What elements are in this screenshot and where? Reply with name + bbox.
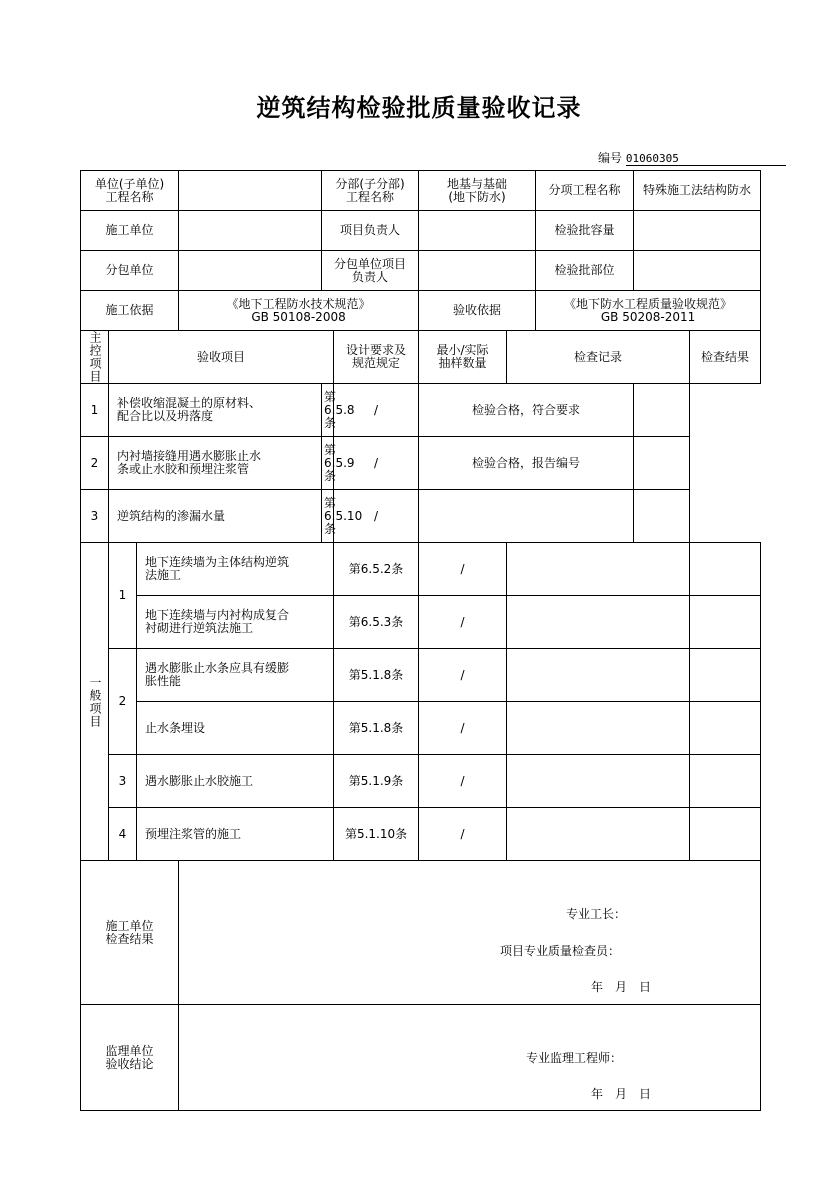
item-sample: / (334, 384, 419, 437)
item-record[interactable] (419, 490, 634, 543)
division-value[interactable]: 地基与基础 (地下防水) (419, 171, 536, 211)
col-item: 验收项目 (109, 331, 334, 384)
item-result[interactable] (634, 490, 690, 543)
subitem-label: 分项工程名称 (536, 171, 634, 211)
item-number: 4 (109, 808, 137, 861)
item-spec: 第5.1.8条 (334, 702, 419, 755)
item-number: 1 (109, 543, 137, 649)
item-number: 2 (109, 649, 137, 755)
subitem-value[interactable]: 特殊施工法结构防水 (634, 171, 761, 211)
location-label: 检验批部位 (536, 251, 634, 291)
item-result[interactable] (690, 649, 761, 702)
item-result[interactable] (690, 755, 761, 808)
supervisor-date: 年 月 日 (591, 1087, 652, 1101)
item-number: 2 (81, 437, 109, 490)
code-label: 编号 (598, 151, 623, 165)
basis-value[interactable]: 《地下工程防水技术规范》 GB 50108-2008 (179, 291, 419, 331)
item-spec: 第6.5.2条 (334, 543, 419, 596)
item-sample: / (419, 596, 507, 649)
accept-label: 验收依据 (419, 291, 536, 331)
table-row (81, 702, 761, 755)
supervisor-check-label: 监理单位 验收结论 (81, 1005, 179, 1111)
table-row (81, 755, 761, 808)
item-record[interactable] (507, 755, 690, 808)
engineer-label: 专业监理工程师： (526, 1051, 623, 1065)
item-sample: / (334, 437, 419, 490)
item-name: 内衬墙接缝用遇水膨胀止水 条或止水胶和预埋注浆管 (109, 437, 322, 490)
sub-pm-value[interactable] (419, 251, 536, 291)
accept-value[interactable]: 《地下防水工程质量验收规范》 GB 50208-2011 (536, 291, 761, 331)
item-spec: 第6.5.9条 (322, 437, 334, 490)
basis-label: 施工依据 (81, 291, 179, 331)
table-row (81, 543, 761, 596)
item-result[interactable] (690, 596, 761, 649)
code-value: 01060305 (626, 152, 786, 166)
item-result[interactable] (634, 384, 690, 437)
item-sample: / (419, 543, 507, 596)
record-table (80, 170, 761, 1111)
page-title: 逆筑结构检验批质量验收记录 (256, 94, 582, 122)
item-number: 1 (81, 384, 109, 437)
table-row (81, 649, 761, 702)
item-spec: 第6.5.8条 (322, 384, 334, 437)
item-result[interactable] (690, 702, 761, 755)
table-row (81, 437, 761, 490)
item-result[interactable] (634, 437, 690, 490)
item-spec: 第5.1.10条 (334, 808, 419, 861)
item-sample: / (334, 490, 419, 543)
item-number: 3 (109, 755, 137, 808)
general-items-label: 一般项目 (81, 543, 109, 861)
item-name: 地下连续墙为主体结构逆筑 法施工 (137, 543, 334, 596)
subcontractor-label: 分包单位 (81, 251, 179, 291)
unit-value[interactable] (179, 171, 322, 211)
item-sample: / (419, 649, 507, 702)
table-row (81, 490, 761, 543)
capacity-value[interactable] (634, 211, 761, 251)
contractor-date: 年 月 日 (591, 980, 652, 994)
subcontractor-value[interactable] (179, 251, 322, 291)
item-record[interactable] (507, 543, 690, 596)
item-record[interactable]: 检验合格，符合要求 (419, 384, 634, 437)
item-name: 预埋注浆管的施工 (137, 808, 334, 861)
item-result[interactable] (690, 543, 761, 596)
pm-value[interactable] (419, 211, 536, 251)
capacity-label: 检验批容量 (536, 211, 634, 251)
pm-label: 项目负责人 (322, 211, 419, 251)
item-record[interactable] (507, 808, 690, 861)
table-row (81, 808, 761, 861)
col-record: 检查记录 (507, 331, 690, 384)
item-spec: 第5.1.9条 (334, 755, 419, 808)
item-name: 补偿收缩混凝土的原材料、 配合比以及坍落度 (109, 384, 322, 437)
item-result[interactable] (690, 808, 761, 861)
main-items-label: 主控项目 (81, 331, 109, 384)
sub-pm-label: 分包单位项目 负责人 (322, 251, 419, 291)
record-code (598, 149, 786, 166)
item-number: 3 (81, 490, 109, 543)
item-name: 遇水膨胀止水胶施工 (137, 755, 334, 808)
item-name: 止水条埋设 (137, 702, 334, 755)
col-spec: 设计要求及 规范规定 (334, 331, 419, 384)
item-record[interactable]: 检验合格，报告编号 (419, 437, 634, 490)
item-sample: / (419, 702, 507, 755)
item-spec: 第6.5.10条 (322, 490, 334, 543)
contractor-label: 施工单位 (81, 211, 179, 251)
item-name: 逆筑结构的渗漏水量 (109, 490, 322, 543)
item-record[interactable] (507, 649, 690, 702)
unit-label: 单位(子单位) 工程名称 (81, 171, 179, 211)
col-result: 检查结果 (690, 331, 761, 384)
contractor-value[interactable] (179, 211, 322, 251)
division-label: 分部(子分部) 工程名称 (322, 171, 419, 211)
foreman-label: 专业工长： (566, 907, 627, 921)
item-sample: / (419, 808, 507, 861)
item-record[interactable] (507, 596, 690, 649)
location-value[interactable] (634, 251, 761, 291)
supervisor-check-area[interactable] (179, 1005, 761, 1111)
item-spec: 第6.5.3条 (334, 596, 419, 649)
contractor-check-label: 施工单位 检查结果 (81, 861, 179, 1005)
item-record[interactable] (507, 702, 690, 755)
contractor-check-area[interactable] (179, 861, 761, 1005)
table-row (81, 596, 761, 649)
inspector-label: 项目专业质量检查员： (500, 944, 621, 958)
table-row (81, 384, 761, 437)
col-sample: 最小/实际 抽样数量 (419, 331, 507, 384)
item-spec: 第5.1.8条 (334, 649, 419, 702)
item-sample: / (419, 755, 507, 808)
item-name: 遇水膨胀止水条应具有缓膨 胀性能 (137, 649, 334, 702)
item-name: 地下连续墙与内衬构成复合 衬砌进行逆筑法施工 (137, 596, 334, 649)
